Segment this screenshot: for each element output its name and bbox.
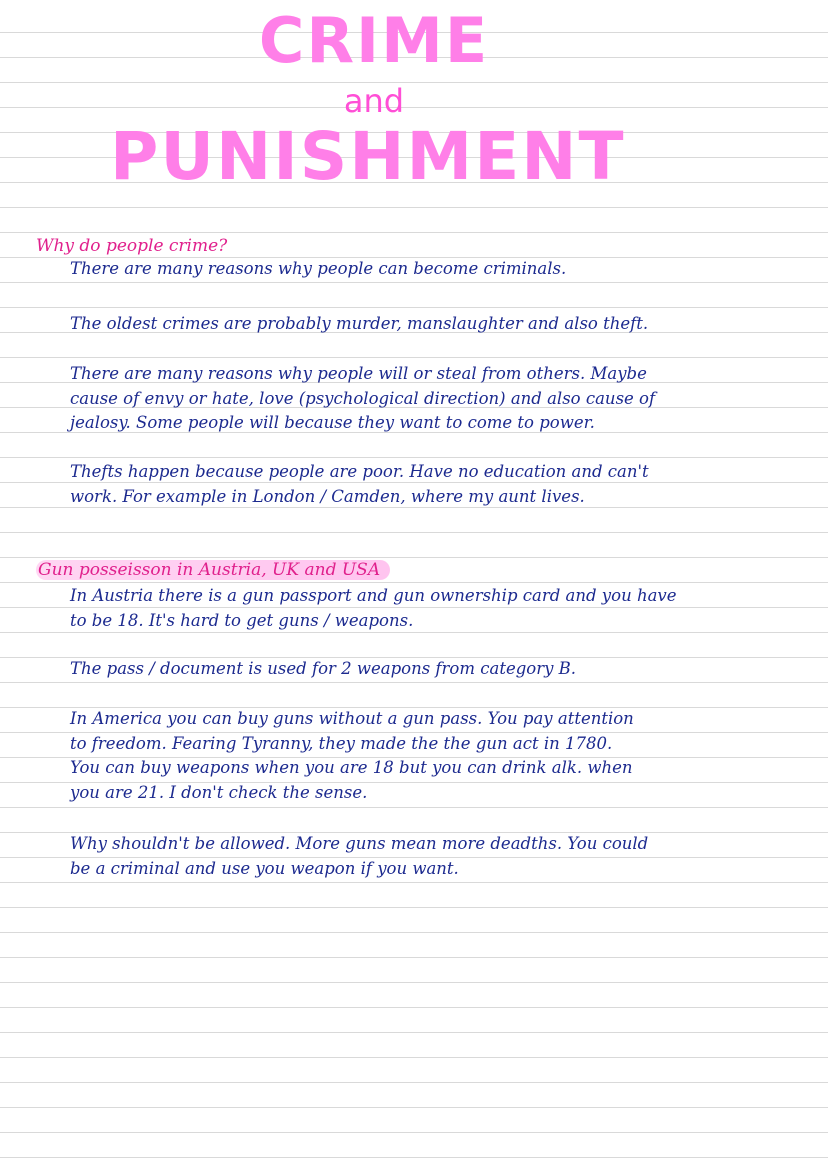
text-line: to be 18. It's hard to get guns / weapons. bbox=[70, 610, 414, 630]
text-line: be a criminal and use you weapon if you want. bbox=[70, 858, 459, 878]
section-heading-gun-possession: Gun posseisson in Austria, UK and USA bbox=[36, 560, 390, 580]
text-line: In America you can buy guns without a gun pass. You pay attention bbox=[70, 709, 634, 728]
title-punishment: PUNISHMENT bbox=[110, 118, 626, 195]
text-line: Why shouldn't be allowed. More guns mean more deadths. You could bbox=[70, 834, 649, 853]
title-crime: CRIME bbox=[258, 4, 490, 77]
text-line: In Austria there is a gun passport and gun ownership card and you have bbox=[70, 586, 677, 605]
text-line: There are many reasons why people can become criminals. bbox=[70, 259, 567, 278]
text-line: work. For example in London / Camden, where my aunt lives. bbox=[70, 486, 585, 506]
paragraph bbox=[70, 707, 810, 805]
paragraph bbox=[70, 584, 810, 633]
paragraph bbox=[70, 460, 810, 509]
text-line: to freedom. Fearing Tyranny, they made the the gun act in 1780. bbox=[70, 733, 613, 753]
text-line: cause of envy or hate, love (psychological direction) and also cause of bbox=[70, 388, 656, 408]
paragraph bbox=[70, 832, 810, 881]
paragraph bbox=[70, 657, 810, 682]
text-line: you are 21. I don't check the sense. bbox=[70, 782, 368, 802]
text-line: The pass / document is used for 2 weapons from category B. bbox=[70, 659, 577, 678]
text-line: Thefts happen because people are poor. Have no education and can't bbox=[70, 462, 649, 481]
text-line: There are many reasons why people will or steal from others. Maybe bbox=[70, 364, 647, 383]
text-line: The oldest crimes are probably murder, manslaughter and also theft. bbox=[70, 314, 649, 333]
paragraph bbox=[70, 362, 810, 436]
section-heading-why-crime: Why do people crime? bbox=[36, 236, 228, 256]
text-line: jealosy. Some people will because they want to come to power. bbox=[70, 413, 595, 432]
text-line: You can buy weapons when you are 18 but you can drink alk. when bbox=[70, 758, 633, 777]
title-and: and bbox=[343, 82, 405, 120]
paragraph bbox=[70, 257, 810, 282]
paragraph bbox=[70, 312, 810, 337]
